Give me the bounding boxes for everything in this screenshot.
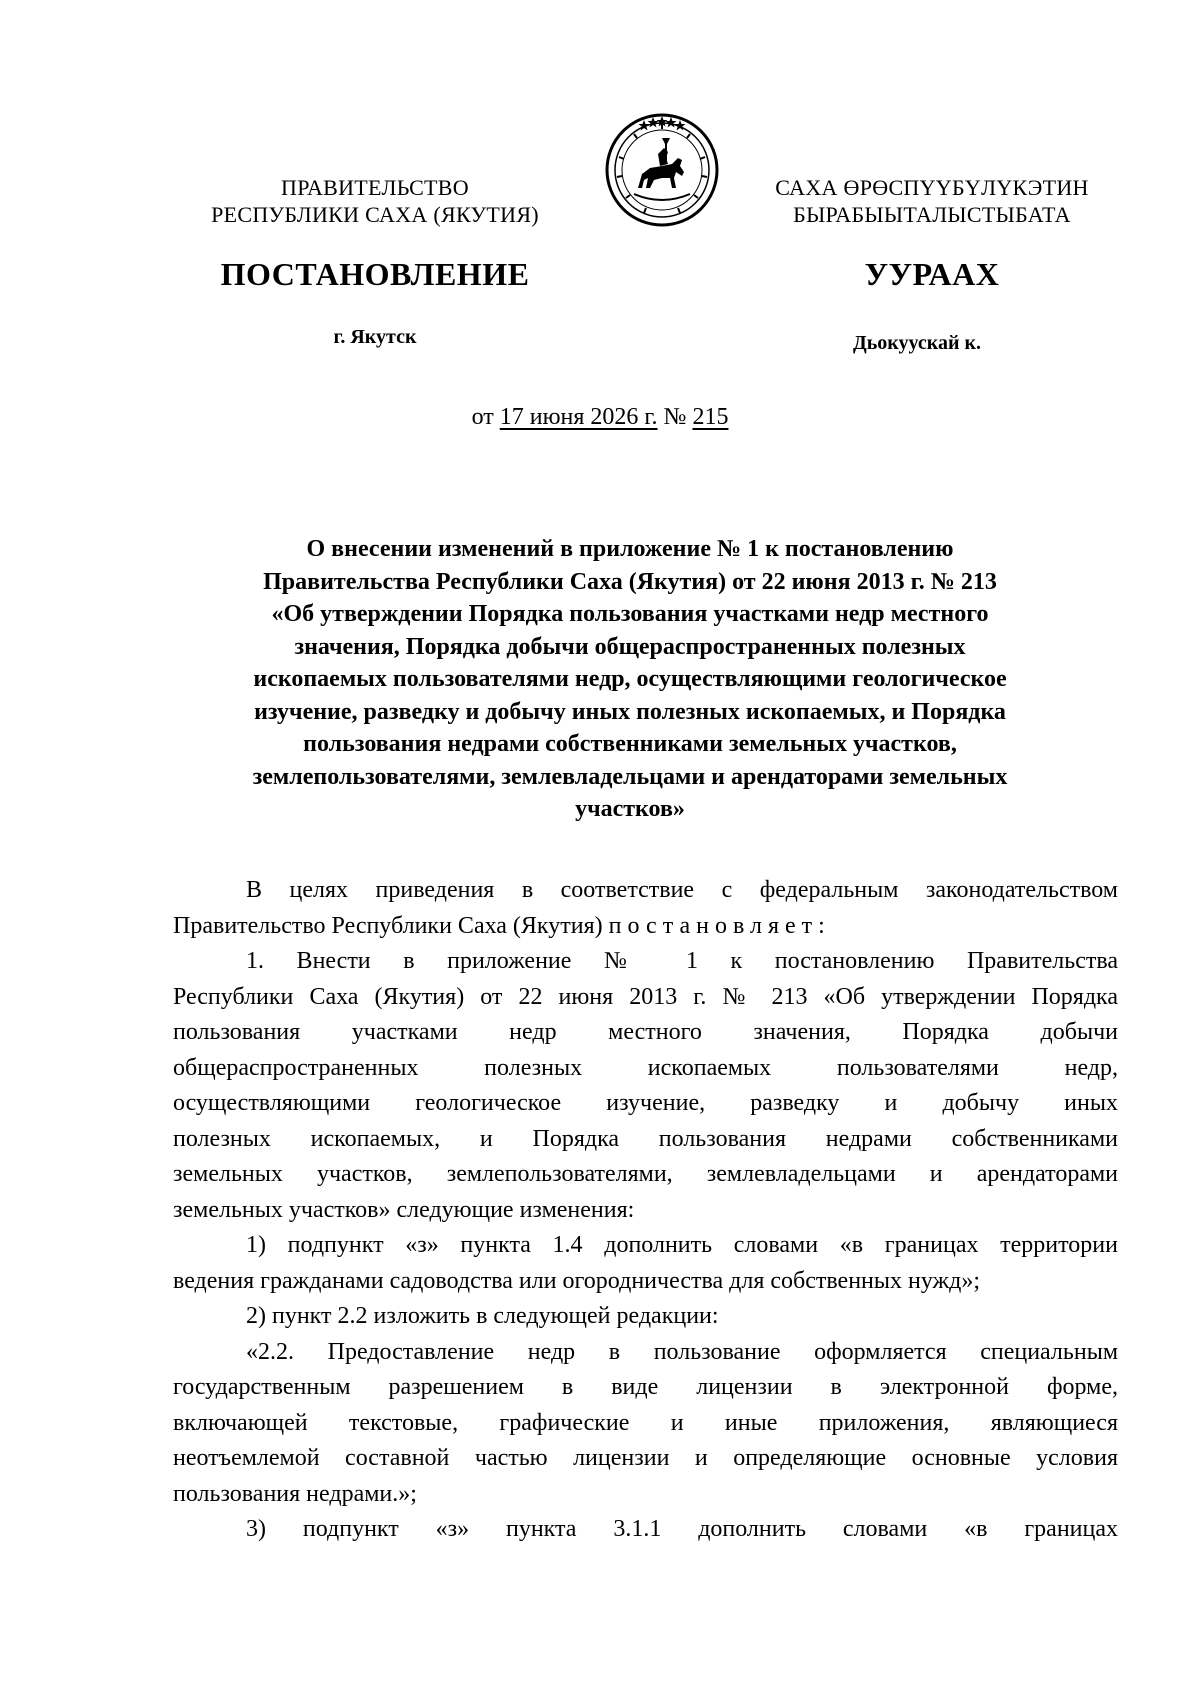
- header-left-line2: РЕСПУБЛИКИ САХА (ЯКУТИЯ): [211, 202, 539, 227]
- title-line: участков»: [575, 796, 685, 822]
- date-number-line: [0, 404, 1200, 431]
- header-right-line2: БЫРАБЫЫТАЛЫСТЫБАТА: [793, 202, 1071, 227]
- body-line: 2) пункт 2.2 изложить в следующей редакции:: [246, 1303, 719, 1329]
- header-right-line1: САХА ӨРӨСПҮҮБҮЛҮКЭТИН: [775, 175, 1089, 200]
- body-line: пользования недрами.»;: [173, 1480, 417, 1507]
- header-left-line1: ПРАВИТЕЛЬСТВО: [281, 175, 469, 200]
- document-title: [190, 533, 1070, 826]
- body-spaced-word: постановляет:: [608, 912, 831, 939]
- document-number: 215: [692, 404, 729, 430]
- body-line: [173, 909, 1118, 945]
- body-line: общераспространенных полезных ископаемых пользователями недр,: [173, 1054, 1118, 1081]
- body-line: государственным разрешением в виде лицензии в электронной форме,: [173, 1374, 1118, 1400]
- header-right-block: [752, 174, 1112, 228]
- body-line: ведения гражданами садоводства или огородничества для собственных нужд»;: [173, 1267, 981, 1294]
- body-text-segment: Правительство Республики Саха (Якутия): [173, 912, 603, 939]
- title-line: пользования недрами собственниками земельных участков,: [303, 731, 957, 757]
- document-body: [173, 873, 1118, 1548]
- title-line: Правительства Республики Саха (Якутия) от 22 июня 2013 г. № 213: [263, 568, 997, 595]
- title-line: ископаемых пользователями недр, осуществляющими геологическое: [253, 666, 1007, 692]
- body-line: 1) подпункт «з» пункта 1.4 дополнить словами «в границах территории: [246, 1232, 1118, 1258]
- body-line: 1. Внести в приложение № 1 к постановлению Правительства: [246, 948, 1118, 974]
- number-sign: №: [663, 404, 687, 430]
- city-ru: г. Якутск: [333, 326, 417, 348]
- body-line: включающей текстовые, графические и иные приложения, являющиеся: [173, 1409, 1118, 1436]
- body-line: Республики Саха (Якутия) от 22 июня 2013 г. № 213 «Об утверждении Порядка: [173, 983, 1118, 1010]
- body-line: неотъемлемой составной частью лицензии и определяющие основные условия: [173, 1445, 1118, 1471]
- title-line: значения, Порядка добычи общераспространенных полезных: [294, 633, 966, 660]
- title-line: изучение, разведку и добычу иных полезных ископаемых, и Порядка: [254, 698, 1006, 725]
- body-line: 3) подпункт «з» пункта 3.1.1 дополнить словами «в границах: [246, 1516, 1118, 1542]
- document-date: 17 июня 2026 г.: [499, 404, 658, 430]
- title-line: «Об утверждении Порядка пользования участками недр местного: [271, 601, 989, 627]
- body-line: полезных ископаемых, и Порядка пользования недрами собственниками: [173, 1125, 1118, 1152]
- body-line: земельных участков» следующие изменения:: [173, 1196, 635, 1223]
- body-line: земельных участков, землепользователями, землевладельцами и арендаторами: [173, 1161, 1118, 1187]
- coat-of-arms-icon: [604, 112, 720, 228]
- body-line: «2.2. Предоставление недр в пользование оформляется специальным: [246, 1338, 1118, 1365]
- title-line: землепользователями, землевладельцами и арендаторами земельных: [252, 763, 1008, 790]
- title-line: О внесении изменений в приложение № 1 к постановлению: [306, 536, 954, 562]
- body-line: пользования участками недр местного значения, Порядка добычи: [173, 1019, 1118, 1045]
- doctype-title-sakha: УУРААХ: [864, 256, 1000, 292]
- doctype-title-ru: ПОСТАНОВЛЕНИЕ: [220, 256, 530, 292]
- header-left-block: [180, 174, 570, 228]
- date-prefix: от: [471, 404, 494, 430]
- body-line: В целях приведения в соответствие с федеральным законодательством: [246, 877, 1118, 903]
- city-sakha: Дьокуускай к.: [852, 332, 982, 354]
- body-line: осуществляющими геологическое изучение, разведку и добычу иных: [173, 1090, 1118, 1116]
